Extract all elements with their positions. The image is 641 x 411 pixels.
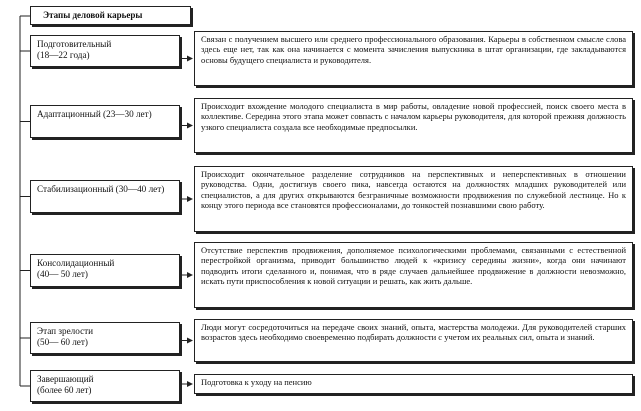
arrow-head-icon — [187, 272, 193, 278]
description-text: Подготовка к уходу на пенсию — [201, 377, 312, 387]
arrow-head-icon — [187, 56, 193, 62]
arrow-head-icon — [187, 196, 193, 202]
stage-label: Этап зрелости (50— 60 лет) — [37, 326, 94, 347]
stage-description-stabilization — [194, 166, 633, 232]
diagram-title: Этапы деловой карьеры — [30, 6, 191, 25]
arrow-head-icon — [187, 381, 193, 387]
description-text: Отсутствие перспектив продвижения, дополняемое психологическими проблемами, связанными с естественной перестройкой организма, приводит большинство людей к «кризису середины жизни», когда они начинают подводить итоги сделанного и, понимая, что в ряде случаев дальнейшее продвижение в должности невозможно, искать пути приспособления к новой ситуации и решать, как жить дальше. — [201, 245, 626, 287]
stage-label: Адаптационный (23—30 лет) — [37, 109, 152, 119]
description-text: Происходит окончательное разделение сотрудников на перспективных и неперспективных в отношении руководства. Одни, достигнув своего пика, навсегда остаются на должностях младших руководителей или специалистов, а для других открываются безграничные возможности продвижения по служебной лестнице. Но к концу этого периода все становятся профессионалами, до тонкостей познавшими свою работу. — [201, 169, 626, 211]
stage-label: Подготовительный (18—22 года) — [37, 39, 112, 60]
arrow-head-icon — [187, 338, 193, 344]
stage-box-maturity — [30, 322, 180, 354]
stage-description-adaptation — [194, 98, 633, 153]
stage-box-stabilization — [30, 180, 180, 213]
stage-label: Стабилизационный (30—40 лет) — [37, 184, 165, 194]
description-text: Происходит вхождение молодого специалиста в мир работы, овладение новой профессией, поиск своего места в коллективе. Середина этого этапа может совпасть с началом карьеры руководителя, для которой прежняя должность узкого специалиста создала все необходимые предпосылки. — [201, 101, 626, 132]
stage-box-final — [30, 370, 180, 402]
description-text: Люди могут сосредоточиться на передаче своих знаний, опыта, мастерства молодежи. Для руководителей старших возрастов здесь необходимо своевременно подбирать должности с учетом их реальных сил, опыта и знаний. — [201, 322, 626, 343]
stage-description-preparatory — [194, 31, 633, 86]
description-text: Связан с получением высшего или среднего профессионального образования. Карьеры в собственном смысле слова здесь еще нет, так как она начинается с момента зачисления выпускника в штат организации, где закладываются основы будущего специалиста и руководителя. — [201, 34, 626, 65]
stage-description-maturity — [194, 319, 633, 362]
stage-description-final — [194, 374, 633, 394]
arrow-head-icon — [187, 123, 193, 129]
stage-box-adaptation — [30, 105, 180, 138]
stage-box-preparatory — [30, 35, 180, 67]
stage-box-consolidation — [30, 254, 180, 287]
stage-label: Завершающий (более 60 лет) — [37, 374, 94, 395]
stage-label: Консолидационный (40— 50 лет) — [37, 258, 115, 279]
stage-description-consolidation — [194, 242, 633, 308]
